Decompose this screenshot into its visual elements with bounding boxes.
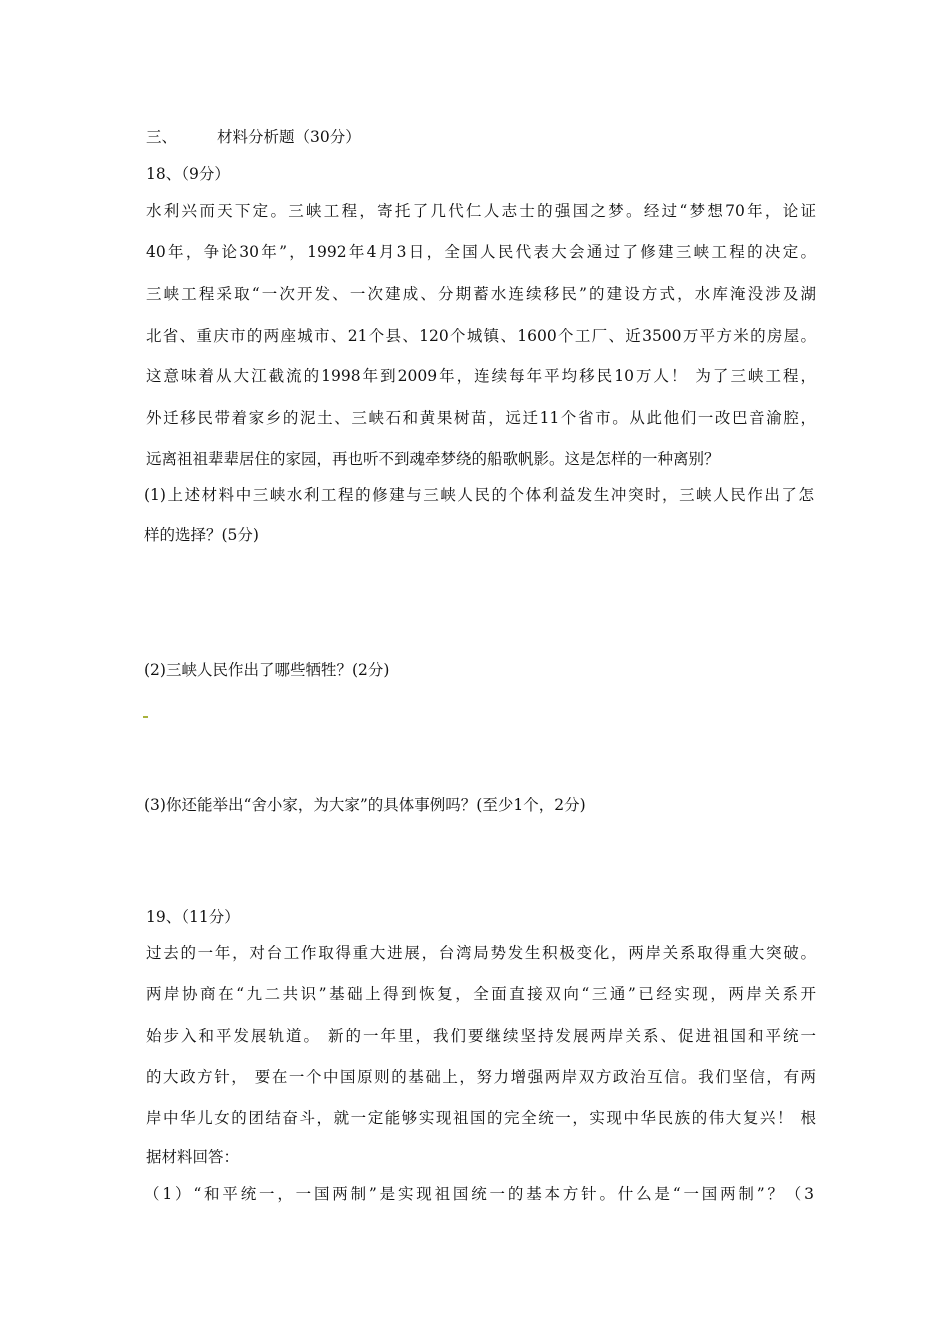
- q18-material-line: 40年，争论30年”，1992年4月3日，全国人民代表大会通过了修建三峡工程的决定。: [146, 243, 816, 261]
- q18-subquestion-1-cont: 样的选择？(5分): [144, 526, 259, 544]
- q19-subquestion-1: （1）“和平统一，一国两制”是实现祖国统一的基本方针。什么是“一国两制”？（3: [144, 1185, 814, 1203]
- stray-mark: [143, 716, 148, 718]
- q18-subquestion-3: (3)你还能举出“舍小家，为大家”的具体事例吗？(至少1个，2分): [144, 796, 586, 814]
- q19-material-line: 始步入和平发展轨道。 新的一年里，我们要继续坚持发展两岸关系、促进祖国和平统一: [146, 1027, 816, 1045]
- q18-material-line: 三峡工程采取“一次开发、一次建成、分期蓄水连续移民”的建设方式，水库淹没涉及湖: [146, 285, 816, 303]
- q19-material-line: 的大政方针， 要在一个中国原则的基础上，努力增强两岸双方政治互信。我们坚信，有两: [146, 1068, 816, 1086]
- q18-material-line: 外迁移民带着家乡的泥土、三峡石和黄果树苗，远迁11个省市。从此他们一改巴音渝腔，: [146, 409, 816, 427]
- section-heading: [146, 127, 816, 147]
- q18-material-line: 北省、重庆市的两座城市、21个县、120个城镇、1600个工厂、近3500万平方米的房屋。: [146, 327, 816, 345]
- q18-material-line: 远离祖祖辈辈居住的家园，再也听不到魂牵梦绕的船歌帆影。这是怎样的一种离别？: [146, 450, 720, 468]
- q19-material-line: 两岸协商在“九二共识”基础上得到恢复，全面直接双向“三通”已经实现，两岸关系开: [146, 985, 816, 1003]
- q19-material-line: 据材料回答：: [146, 1148, 240, 1166]
- q19-material-line: 岸中华儿女的团结奋斗，就一定能够实现祖国的完全统一，实现中华民族的伟大复兴！ 根: [146, 1109, 816, 1127]
- question-19-number: 19、（11分）: [146, 908, 240, 926]
- q18-material-line: 这意味着从大江截流的1998年到2009年，连续每年平均移民10万人！ 为了三峡工程，: [146, 367, 816, 385]
- question-18-number: 18、（9分）: [146, 165, 230, 183]
- q18-subquestion-1: (1)上述材料中三峡水利工程的修建与三峡人民的个体利益发生冲突时，三峡人民作出了怎: [144, 486, 814, 504]
- q18-subquestion-2: (2)三峡人民作出了哪些牺牲？(2分): [144, 661, 390, 679]
- q18-material-line: 水利兴而天下定。三峡工程，寄托了几代仁人志士的强国之梦。经过“梦想70年，论证: [146, 202, 816, 220]
- section-number: 三、: [146, 128, 178, 146]
- section-title: 材料分析题（30分）: [217, 128, 361, 146]
- q19-material-line: 过去的一年，对台工作取得重大进展，台湾局势发生积极变化，两岸关系取得重大突破。: [146, 944, 816, 962]
